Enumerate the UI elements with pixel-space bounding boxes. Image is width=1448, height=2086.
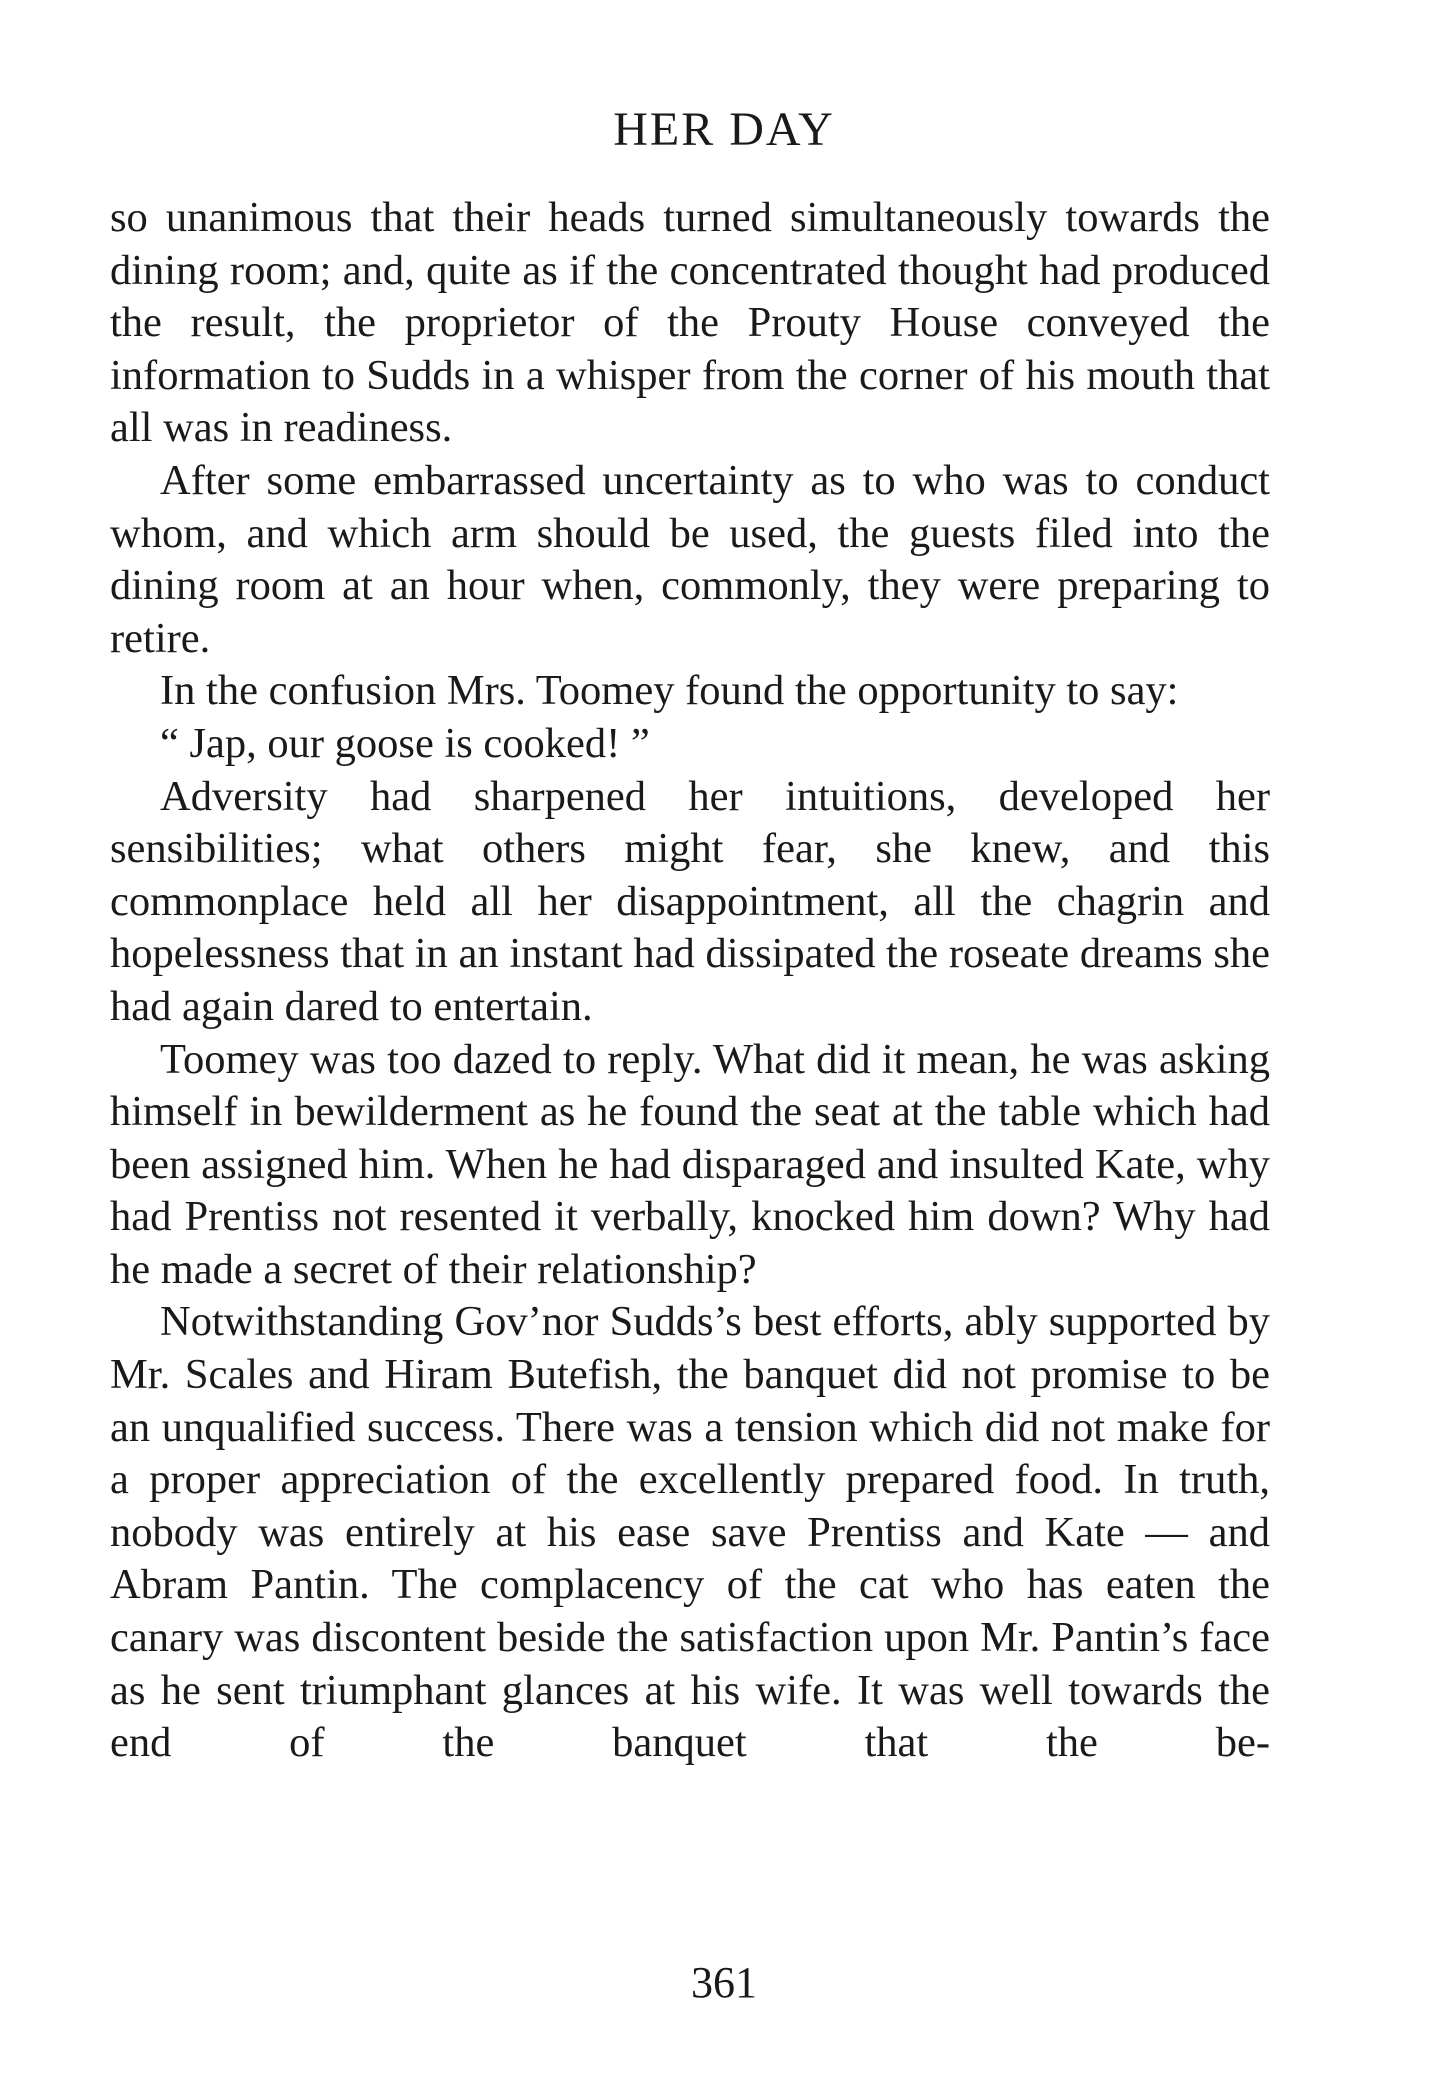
body-text [110, 192, 1270, 1770]
paragraph-6: Toomey was too dazed to reply. What did it mean, he was asking himself in bewilderment as he found the seat at the table which had been assigned him. When he had disparaged and insulted Kate, why had Prentiss not resented it verbally, knocked him down? Why had he made a secret of their relationship? [110, 1035, 1270, 1293]
paragraph-2: After some embarrassed uncertainty as to who was to conduct whom, and which arm should be used, the guests filed into the dining room at an hour when, commonly, they were preparing to retire. [110, 456, 1270, 662]
paragraph-4-quote: “ Jap, our goose is cooked! ” [160, 719, 650, 767]
paragraph-5: Adversity had sharpened her intuitions, developed her sensibilities; what others might fear, she knew, and this commonplace held all her disappointment, all the chagrin and hopelessness that in an instant had dissipated the roseate dreams she had again dared to entertain. [110, 772, 1270, 1030]
page-number: 361 [691, 1958, 757, 2007]
running-head: HER DAY [613, 103, 835, 156]
paragraph-7: Notwithstanding Gov’nor Sudds’s best efforts, ably supported by Mr. Scales and Hiram Butefish, the banquet did not promise to be an unqualified success. There was a tension which did not make for a proper appreciation of the excellently prepared food. In truth, nobody was entirely at his ease save Prentiss and Kate — and Abram Pantin. The complacency of the cat who has eaten the canary was discontent beside the satisfaction upon Mr. Pantin’s face as he sent triumphant glances at his wife. It was well towards the end of the banquet that the be- [110, 1298, 1270, 1767]
paragraph-3: In the confusion Mrs. Toomey found the opportunity to say: [160, 667, 1179, 715]
paragraph-1: so unanimous that their heads turned simultaneously towards the dining room; and, quite as if the concentrated thought had produced the result, the proprietor of the Prouty House conveyed the information to Sudds in a whisper from the corner of his mouth that all was in readiness. [110, 194, 1270, 452]
